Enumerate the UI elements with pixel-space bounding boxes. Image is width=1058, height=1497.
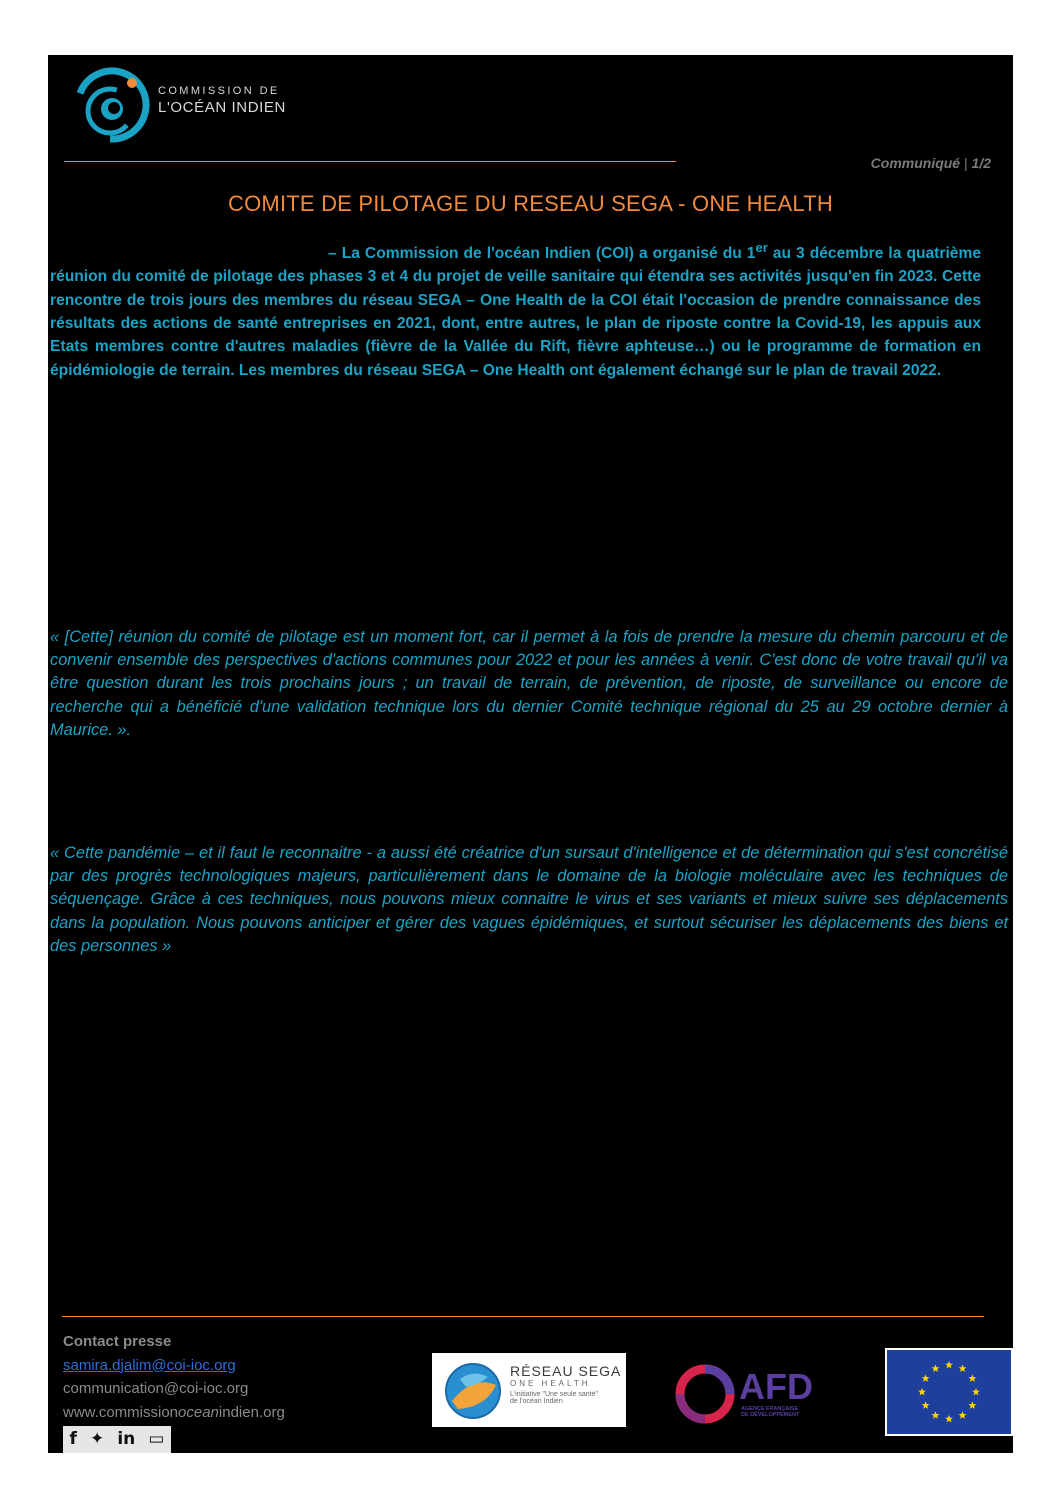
website-italic: ocean [178, 1403, 219, 1421]
footer-divider [62, 1316, 984, 1317]
email-link-samira[interactable]: samira.djalim@coi-ioc.org [63, 1356, 236, 1374]
eu-star-icon [918, 1388, 926, 1396]
sega-globe-icon [438, 1355, 508, 1425]
org-name-line2: L'OCÉAN INDIEN [158, 99, 286, 116]
eu-stars-icon [887, 1350, 1011, 1434]
sega-title: RÉSEAU SEGA [510, 1363, 622, 1379]
org-name-line1: COMMISSION DE [158, 85, 280, 97]
afd-logo [673, 1362, 833, 1428]
eu-star-icon [945, 1361, 953, 1369]
coi-emblem-icon [70, 61, 154, 145]
document-type-label [871, 155, 991, 171]
intro-text-start: – La Commission de l'océan Indien (COI) a organisé du 1 [328, 245, 756, 263]
sega-text [510, 1363, 621, 1405]
coi-logo [70, 61, 330, 151]
twitter-icon[interactable]: ✦ [90, 1429, 105, 1449]
eu-flag [887, 1350, 1011, 1434]
header-separator: | [964, 155, 968, 171]
eu-star-icon [968, 1374, 976, 1382]
contact-heading: Contact presse [63, 1333, 172, 1350]
intro-paragraph [50, 236, 981, 382]
sega-one-health-logo [432, 1353, 626, 1427]
email-communication[interactable]: communication@coi-ioc.org [63, 1380, 249, 1397]
header-divider [64, 161, 676, 162]
sega-tagline-2: de l'océan Indien [510, 1398, 563, 1405]
eu-star-icon [922, 1374, 930, 1382]
eu-star-icon [968, 1401, 976, 1409]
quote-paragraph-1: « [Cette] réunion du comité de pilotage est un moment fort, car il permet à la fois de prendre la mesure du chemin parcouru et de convenir ensemble des perspectives d'actions communes pour 2022 et pour les années à venir. C'est donc de votre travail qu'il va être question durant les trois prochains jours ; un travail de terrain, de prévention, de riposte, de surveillance ou encore de recherche qui a bénéficié d'une validation technique lors du dernier Comité technique régional du 25 au 29 octobre dernier à Maurice. ». [50, 628, 1008, 739]
page-indicator: 1/2 [971, 155, 991, 171]
eu-star-icon [959, 1411, 967, 1419]
page-title: COMITE DE PILOTAGE DU RESEAU SEGA - ONE HEALTH [228, 191, 833, 216]
document-type: Communiqué [870, 155, 961, 171]
social-links [63, 1426, 171, 1453]
facebook-icon[interactable]: f [69, 1429, 77, 1449]
sega-tagline-1: L'initiative "Une seule santé" [510, 1391, 599, 1398]
youtube-icon[interactable]: ▭ [148, 1429, 165, 1449]
sega-subtitle: ONE HEALTH [510, 1379, 591, 1388]
website-suffix: indien.org [218, 1403, 285, 1421]
quote-paragraph-2: « Cette pandémie – et il faut le reconnaitre - a aussi été créatrice d'un sursaut d'intelligence et de détermination qui s'est concrétisé par des progrès technologiques majeurs, particulièrement dans le domaine de la biologie moléculaire avec les techniques de séquençage. Grâce à ces techniques, nous pouvons mieux connaitre le virus et ses variants et mieux suivre ses déplacements dans la population. Nous pouvons anticiper et gérer des vagues épidémiques, et surtout sécuriser les déplacements des biens et des personnes » [50, 844, 1008, 955]
eu-flag-logo [885, 1348, 1013, 1436]
eu-star-icon [959, 1364, 967, 1372]
eu-star-icon [922, 1401, 930, 1409]
org-name [158, 85, 286, 116]
website-link[interactable] [63, 1401, 285, 1425]
eu-star-icon [932, 1364, 940, 1372]
eu-star-icon [945, 1415, 953, 1423]
press-contact [63, 1330, 285, 1424]
eu-star-icon [932, 1411, 940, 1419]
linkedin-icon[interactable]: in [117, 1429, 136, 1449]
afd-name: AFD [739, 1366, 813, 1407]
afd-ring-icon [673, 1362, 737, 1426]
eu-star-icon [972, 1388, 980, 1396]
intro-superscript: er [755, 240, 768, 255]
document-page [48, 55, 1013, 1453]
website-prefix: www.commission [63, 1403, 179, 1421]
intro-text-rest: au 3 décembre la quatrième réunion du comité de pilotage des phases 3 et 4 du projet de veille sanitaire qui étendra ses activités jusqu'en fin 2023. Cette rencontre de trois jours des membres du réseau SEGA – One Health de la COI était l'occasion de prendre connaissance des résultats des actions de santé entreprises en 2021, dont, entre autres, le plan de riposte contre la Covid-19, les appuis aux Etats membres contre d'autres maladies (fièvre de la Vallée du Rift, fièvre aphteuse…) ou le programme de formation en épidémiologie de terrain. Les membres du réseau SEGA – One Health ont également échangé sur le plan de travail 2022. [50, 245, 981, 379]
afd-subtitle: AGENCE FRANÇAISE DE DÉVELOPPEMENT [741, 1406, 800, 1418]
